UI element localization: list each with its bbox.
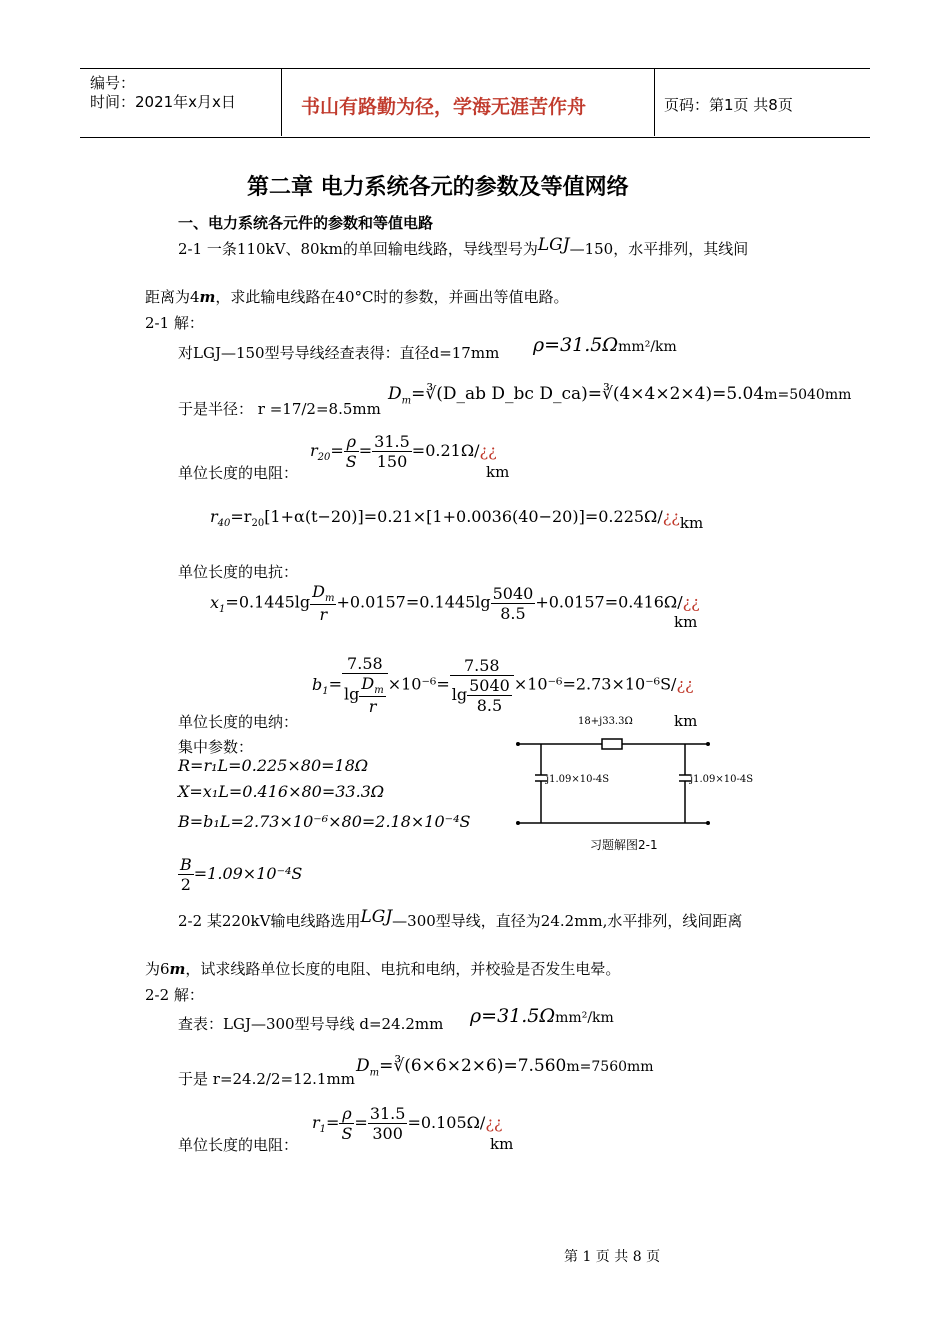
header-motto: 书山有路勤为径，学海无涯苦作舟: [301, 96, 587, 118]
radius-2-1: 于是半径： r =17/2=8.5mm: [178, 400, 381, 418]
X-equation: X=x₁L=0.416×80=33.3Ω: [178, 782, 385, 801]
problem-2-1-statement: 2-1 一条110kV、80km的单回输电线路，导线型号为LGJ—150，水平排列，其线间: [178, 235, 749, 258]
lookup-2-2: 查表：LGJ—300型号导线 d=24.2mm: [178, 1015, 444, 1033]
rho-value-2-2: ρ=31.5Ωmm²/km: [470, 1005, 614, 1027]
resistance-label-2-1: 单位长度的电阻：: [178, 464, 299, 482]
B-half-equation: $\frac{B}{2}$ =1.09×10⁻⁴S: [180, 855, 303, 894]
terminal: [706, 821, 710, 825]
series-label: 18+j33.3Ω: [578, 716, 633, 727]
shunt-right-label: j1.09×10-4S: [690, 774, 754, 785]
document-date: 时间：2021年x月x日: [90, 93, 236, 111]
lumped-label: 集中参数：: [178, 738, 254, 756]
unit-km: km: [486, 463, 510, 481]
b1-formula: $b_1=$ 7.58 lg $\frac{D_m}{r}$ ×10⁻⁶= 7.58 lg $\frac{5040}{8.5}$ ×10⁻⁶=2.73×10⁻⁶S/¿¿: [312, 654, 694, 717]
terminal: [516, 742, 520, 746]
unit-km: km: [674, 613, 698, 631]
r40-formula: $r_{40}=r_{20}[1+\alpha(t-20)]=0.21\times[1+0.0036(40-20)]=0.225\Omega/¿¿km$: [210, 507, 704, 532]
R-equation: R=r₁L=0.225×80=18Ω: [178, 756, 369, 775]
series-impedance: [602, 739, 622, 749]
problem-2-1-statement-cont: 距离为4m，求此输电线路在40°C时的参数，并画出等值电路。: [145, 288, 569, 306]
document-number-label: 编号：: [90, 74, 136, 92]
r1-formula-2-2: $r_1=$ $\frac{\rho}{S}$ = $\frac{31.5}{300}$ =0.105Ω/¿¿: [312, 1104, 503, 1143]
rho-value: ρ=31.5Ωmm²/km: [533, 334, 677, 356]
header-page-info: 页码：第1页 共8页: [664, 96, 793, 114]
header-divider: [281, 68, 282, 136]
unit-km: km: [674, 712, 698, 730]
problem-2-2-statement: 2-2 某220kV输电线路选用LGJ—300型导线，直径为24.2mm,水平排列，线间距离: [178, 907, 743, 930]
page-footer: 第 1 页 共 8 页: [564, 1249, 661, 1265]
header-divider: [654, 68, 655, 136]
section-title: 一、电力系统各元件的参数和等值电路: [178, 214, 434, 232]
terminal: [516, 821, 520, 825]
dm-formula-2-1: $D_m=∛(D\_ab$ D_bc D_ca)=∛(4×4×2×4)=5.04m=5040mm: [388, 384, 852, 407]
B-equation: B=b₁L=2.73×10⁻⁶×80=2.18×10⁻⁴S: [178, 812, 471, 831]
radius-2-2: 于是 r=24.2/2=12.1mm: [178, 1070, 355, 1088]
shunt-left-label: j1.09×10-4S: [546, 774, 610, 785]
x1-formula: $x_1=0.1445\lg$ $\frac{D_m}{r}$ +0.0157=0.1445lg $\frac{5040}{8.5}$ +0.0157=0.416Ω/¿¿: [210, 582, 700, 625]
solution-2-1-label: 2-1 解：: [145, 314, 204, 332]
circuit-caption: 习题解图2-1: [590, 838, 658, 852]
terminal: [706, 742, 710, 746]
unit-km: km: [490, 1135, 514, 1153]
chapter-title: 第二章 电力系统各元的参数及等值网络: [247, 175, 629, 200]
problem-2-2-statement-cont: 为6m，试求线路单位长度的电阻、电抗和电纳，并校验是否发生电晕。: [145, 960, 621, 978]
lookup-2-1: 对LGJ—150型号导线经查表得：直径d=17mm: [178, 344, 500, 362]
r20-formula: $r_{20}=$ $\frac{\rho}{S}$ = $\frac{31.5}{150}$ =0.21Ω/¿¿: [310, 432, 497, 471]
resistance-label-2-2: 单位长度的电阻：: [178, 1136, 299, 1154]
dm-formula-2-2: $D_m=∛(6\times 6\times 2\times 6)=7.560m=7560mm$: [356, 1056, 654, 1079]
solution-2-2-label: 2-2 解：: [145, 986, 204, 1004]
reactance-label-2-1: 单位长度的电抗：: [178, 563, 299, 581]
susceptance-label-2-1: 单位长度的电纳：: [178, 713, 299, 731]
